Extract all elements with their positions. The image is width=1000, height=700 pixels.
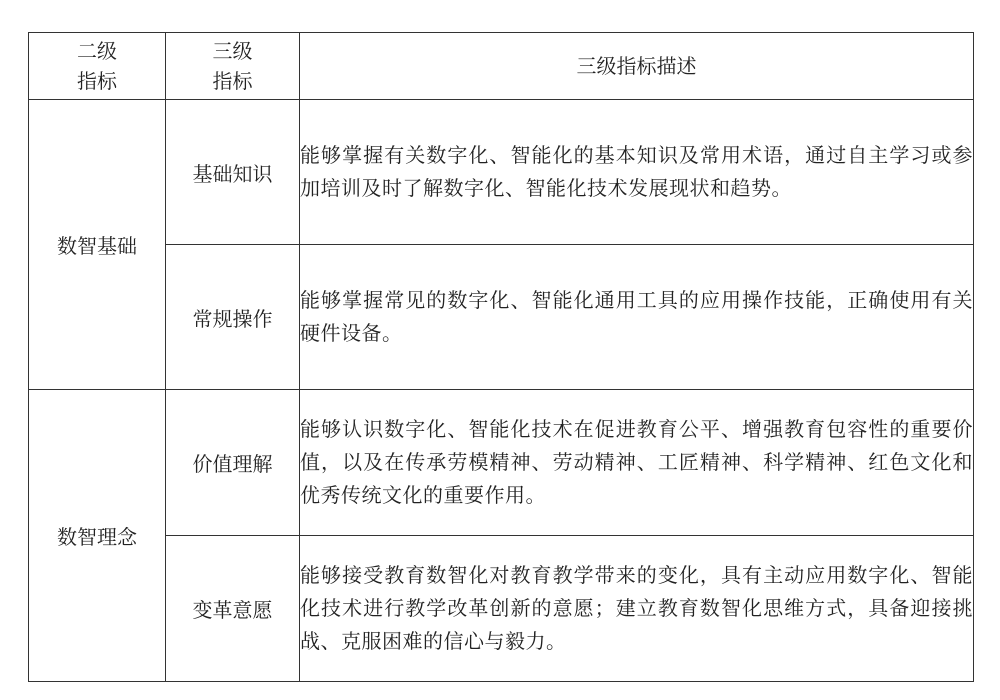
header-level2 [29,33,166,100]
description-cell: 能够掌握常见的数字化、智能化通用工具的应用操作技能，正确使用有关硬件设备。 [300,245,974,390]
header-level3-line2: 指标 [212,69,253,93]
description-cell: 能够接受教育数智化对教育教学带来的变化，具有主动应用数字化、智能化技术进行教学改革创新的意愿；建立教育数智化思维方式，具备迎接挑战、克服困难的信心与毅力。 [300,536,974,682]
table-header-row [29,33,974,100]
level3-cell: 变革意愿 [166,536,300,682]
level3-cell: 基础知识 [166,100,300,245]
header-level2-line2: 指标 [77,69,117,93]
level2-cell: 数智基础 [29,100,166,390]
level3-cell: 价值理解 [166,390,300,536]
level2-cell: 数智理念 [29,390,166,682]
header-level2-line1: 二级 [77,39,117,63]
description-cell: 能够认识数字化、智能化技术在促进教育公平、增强教育包容性的重要价值，以及在传承劳模精神、劳动精神、工匠精神、科学精神、红色文化和优秀传统文化的重要作用。 [300,390,974,536]
table-row [29,390,974,536]
table-row [29,100,974,245]
table-row [29,536,974,682]
table-row [29,245,974,390]
description-cell: 能够掌握有关数字化、智能化的基本知识及常用术语，通过自主学习或参加培训及时了解数字化、智能化技术发展现状和趋势。 [300,100,974,245]
header-level3-line1: 三级 [212,39,253,63]
header-description: 三级指标描述 [300,33,974,100]
header-level3 [166,33,300,100]
indicator-table [28,32,974,682]
level3-cell: 常规操作 [166,245,300,390]
